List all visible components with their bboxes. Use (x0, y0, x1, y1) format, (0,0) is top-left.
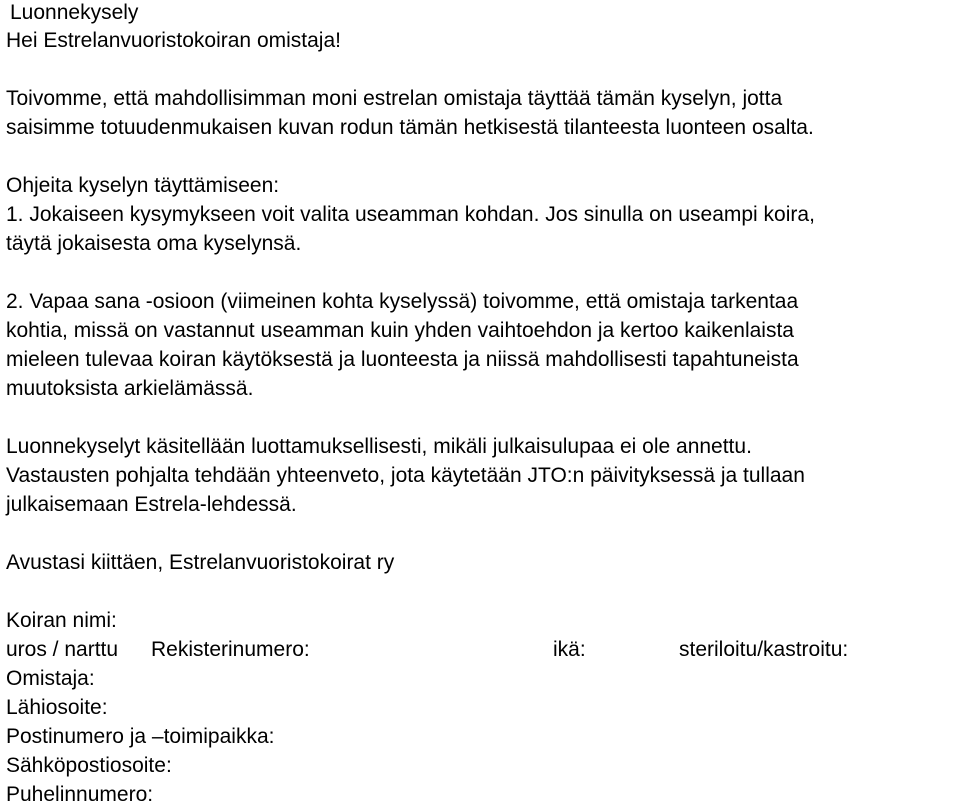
greeting: Hei Estrelanvuoristokoiran omistaja! (6, 29, 341, 52)
owner-label: Omistaja: (6, 667, 95, 690)
spacer (6, 258, 960, 287)
privacy-text: julkaisemaan Estrela-lehdessä. (6, 493, 297, 516)
address-label: Lähiosoite: (6, 696, 108, 719)
spacer (6, 519, 960, 548)
spacer (6, 142, 960, 171)
dog-details-row (6, 635, 960, 664)
age-label: ikä: (553, 638, 586, 661)
registration-number-label: Rekisterinumero: (151, 638, 310, 661)
email-label: Sähköpostiosoite: (6, 754, 172, 777)
spacer (6, 55, 960, 84)
sex-label: uros / narttu (6, 638, 119, 661)
instruction-item-2: 2. Vapaa sana -osioon (viimeinen kohta kyselyssä) toivomme, että omistaja tarkentaa (6, 290, 799, 313)
spacer (6, 577, 960, 606)
intro-line: Toivomme, että mahdollisimman moni estrelan omistaja täyttää tämän kyselyn, jotta (6, 87, 783, 110)
instructions-heading: Ohjeita kyselyn täyttämiseen: (6, 174, 280, 197)
sterilized-label: steriloitu/kastroitu: (679, 638, 849, 661)
page-title: Luonnekysely (10, 1, 139, 24)
instruction-item-2: muutoksista arkielämässä. (6, 377, 254, 400)
postal-label: Postinumero ja –toimipaikka: (6, 725, 275, 748)
privacy-text: Vastausten pohjalta tehdään yhteenveto, jota käytetään JTO:n päivityksessä ja tullaan (6, 464, 805, 487)
instruction-item-2: kohtia, missä on vastannut useamman kuin yhden vaihtoehdon ja kertoo kaikenlaista (6, 319, 794, 342)
instruction-item-1: täytä jokaisesta oma kyselynsä. (6, 232, 302, 255)
signature: Avustasi kiittäen, Estrelanvuoristokoirat ry (6, 551, 395, 574)
dog-name-label: Koiran nimi: (6, 609, 117, 632)
spacer (6, 403, 960, 432)
instruction-item-1: 1. Jokaiseen kysymykseen voit valita useamman kohdan. Jos sinulla on useampi koira, (6, 203, 815, 226)
intro-line: saisimme totuudenmukaisen kuvan rodun tämän hetkisestä tilanteesta luonteen osalta. (6, 116, 814, 139)
instruction-item-2: mieleen tulevaa koiran käytöksestä ja luonteesta ja niissä mahdollisesti tapahtuneista (6, 348, 799, 371)
privacy-text: Luonnekyselyt käsitellään luottamuksellisesti, mikäli julkaisulupaa ei ole annettu. (6, 435, 752, 458)
phone-label: Puhelinnumero: (6, 783, 154, 806)
